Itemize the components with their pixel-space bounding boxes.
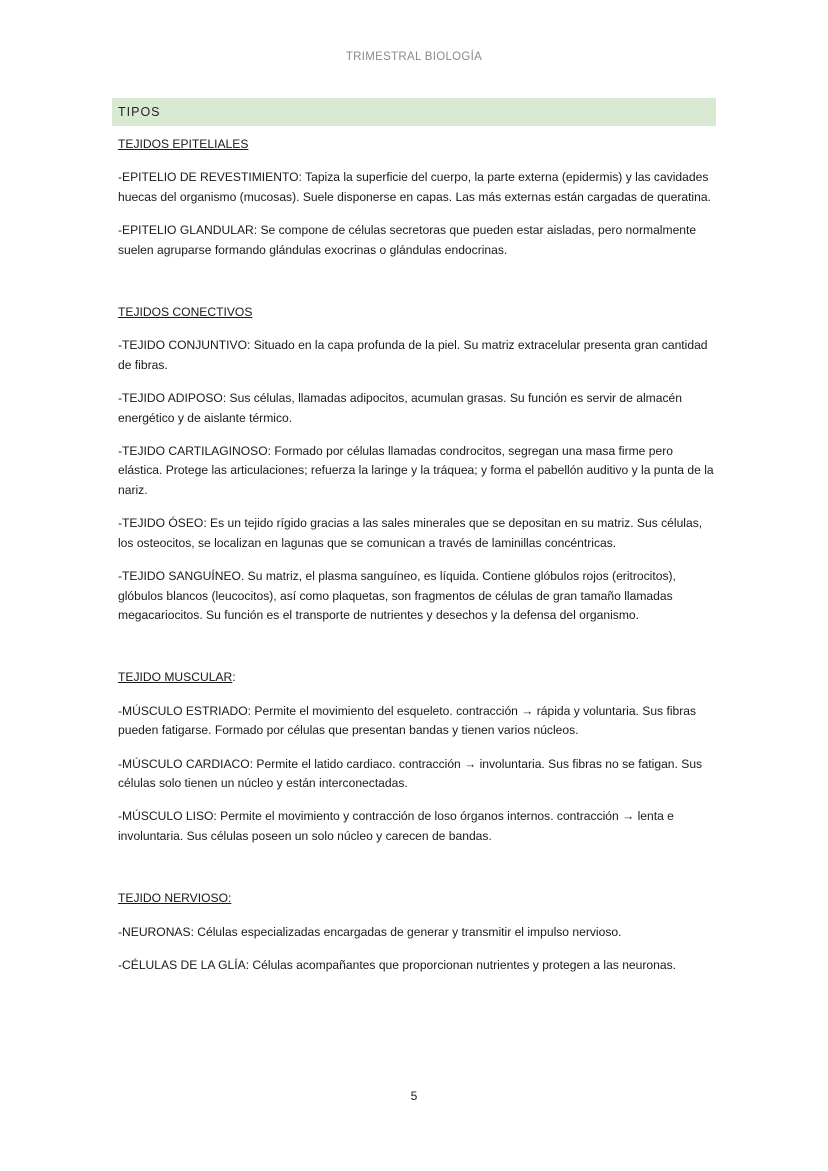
paragraph-neuronas: -NEURONAS: Células especializadas encargadas de generar y transmitir el impulso nervioso.: [118, 924, 622, 939]
page-number: 5: [410, 1089, 418, 1103]
paragraph-tejido-adiposo: -TEJIDO ADIPOSO: Sus células, llamadas adipocitos, acumulan grasas. Su función es servir de almacén energético y de aislante térmico.: [118, 391, 682, 425]
paragraph-musculo-liso: -MÚSCULO LISO: Permite el movimiento y contracción de loso órganos internos. contracción → lenta e involuntaria. Sus células poseen un solo núcleo y carecen de bandas.: [118, 809, 674, 843]
paragraph-musculo-estriado: -MÚSCULO ESTRIADO: Permite el movimiento del esqueleto. contracción → rápida y voluntaria. Sus fibras pueden fatigarse. Formado por células que presentan bandas y tienen varios núcleos.: [118, 703, 697, 738]
paragraph-tejido-cartilaginoso: -TEJIDO CARTILAGINOSO: Formado por células llamadas condrocitos, segregan una masa firme pero elástica. Protege las articulaciones; refuerza la laringe y la tráquea; y forma el pabellón auditivo y la punta de la nariz.: [118, 444, 714, 497]
document-header: TRIMESTRAL BIOLOGÍA: [345, 51, 483, 63]
section-title-bar: [112, 98, 716, 126]
paragraph-musculo-cardiaco: -MÚSCULO CARDIACO: Permite el latido cardiaco. contracción → involuntaria. Sus fibras no se fatigan. Sus células solo tienen un núcleo y están interconectadas.: [118, 756, 703, 790]
paragraph-tejido-conjuntivo: -TEJIDO CONJUNTIVO: Situado en la capa profunda de la piel. Su matriz extracelular presenta gran cantidad de fibras.: [118, 338, 708, 372]
document-body: [118, 135, 716, 975]
paragraph-tejido-oseo: -TEJIDO ÓSEO: Es un tejido rígido gracias a las sales minerales que se depositan en su matriz. Sus células, los osteocitos, se localizan en lagunas que se comunican a través de laminillas concéntricas.: [118, 516, 703, 550]
heading-epiteliales: TEJIDOS EPITELIALES: [118, 137, 249, 151]
heading-muscular-colon: :: [232, 670, 236, 685]
paragraph-tejido-sanguineo: -TEJIDO SANGUÍNEO. Su matriz, el plasma sanguíneo, es líquida. Contiene glóbulos rojos (eritrocitos), glóbulos blancos (leucocitos), así como plaquetas, son fragmentos de células de gran tamaño llamadas megacariocitos. Su función es el transporte de nutrientes y desechos y la defensa del organismo.: [118, 569, 676, 622]
paragraph-celulas-glia: -CÉLULAS DE LA GLÍA: Células acompañantes que proporcionan nutrientes y protegen a las neuronas.: [118, 957, 676, 972]
heading-conectivos: TEJIDOS CONECTIVOS: [118, 305, 253, 320]
paragraph-epitelio-revestimiento: -EPITELIO DE REVESTIMIENTO: Tapiza la superficie del cuerpo, la parte externa (epidermis) y las cavidades huecas del organismo (mucosas). Suele disponerse en capas. Las más externas están cargadas de queratina.: [118, 170, 711, 204]
paragraph-epitelio-glandular: -EPITELIO GLANDULAR: Se compone de células secretoras que pueden estar aisladas, pero normalmente suelen agruparse formando glándulas exocrinas o glándulas endocrinas.: [118, 223, 697, 257]
heading-muscular-line: [118, 668, 716, 687]
heading-nervioso: TEJIDO NERVIOSO:: [118, 891, 232, 906]
section-title: TIPOS: [118, 105, 161, 119]
heading-muscular: TEJIDO MUSCULAR: [118, 670, 233, 685]
